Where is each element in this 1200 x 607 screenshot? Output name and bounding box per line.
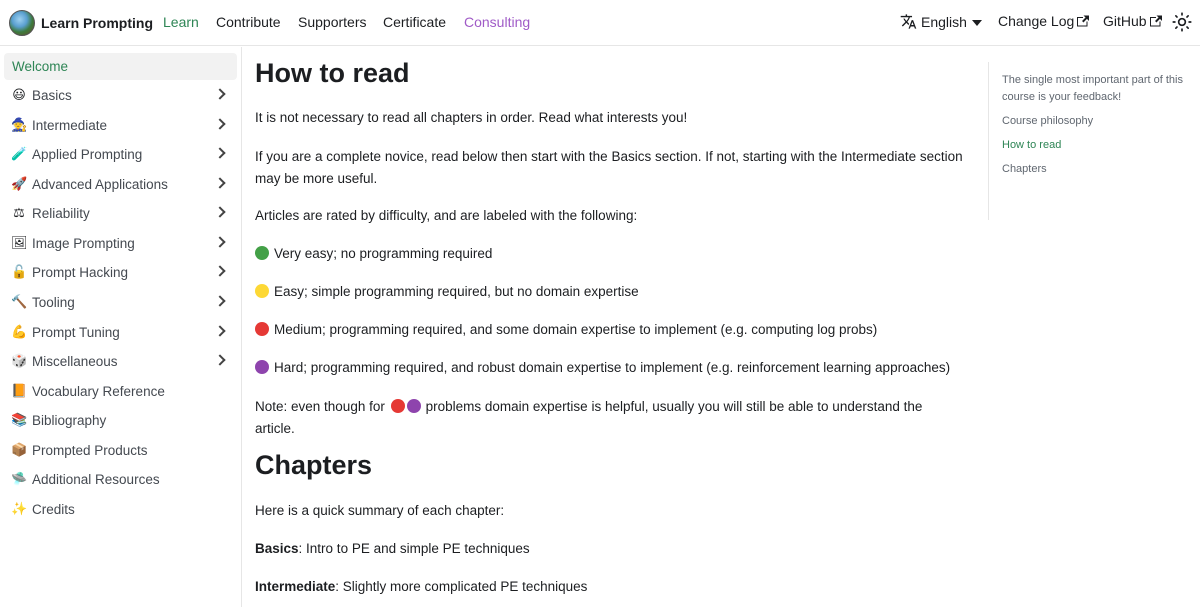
scales-icon: ⚖ — [13, 206, 25, 221]
rocket-icon: 🚀 — [11, 177, 28, 192]
chevron-right-icon[interactable] — [214, 236, 225, 247]
dice-icon: 🎲 — [11, 354, 28, 369]
chevron-right-icon[interactable] — [214, 295, 225, 306]
table-of-contents — [988, 62, 1188, 220]
purple-circle-icon — [255, 360, 269, 374]
book-icon: 📙 — [11, 384, 28, 399]
sidebar-item-vocabulary-reference[interactable] — [4, 378, 237, 405]
yellow-circle-icon — [255, 284, 269, 298]
chapter-desc: : Intro to PE and simple PE techniques — [298, 541, 530, 556]
red-circle-icon — [255, 322, 269, 336]
hammer-icon: 🔨 — [11, 295, 28, 310]
unlock-icon: 🔓 — [11, 265, 28, 280]
sidebar-item-reliability[interactable] — [4, 200, 237, 227]
flexed-biceps-icon: 💪 — [11, 325, 28, 340]
external-link-icon — [1077, 15, 1089, 27]
red-circle-icon — [391, 399, 405, 413]
level-text: Medium; programming required, and some domain expertise to implement (e.g. computing log probs) — [274, 322, 878, 337]
chevron-right-icon[interactable] — [214, 118, 225, 129]
sidebar-item-applied-prompting[interactable] — [4, 141, 237, 168]
brand-link[interactable] — [9, 10, 153, 36]
sidebar-item-basics[interactable] — [4, 82, 237, 109]
nav-certificate[interactable]: Certificate — [383, 14, 447, 30]
sidebar-item-label: Prompted Products — [32, 443, 148, 458]
toc-item-how-to-read[interactable]: How to read — [1002, 139, 1062, 151]
chevron-right-icon[interactable] — [214, 206, 225, 217]
level-text: Easy; simple programming required, but no domain expertise — [274, 284, 639, 299]
chapter-name: Intermediate — [255, 579, 336, 594]
flying-saucer-icon: 🛸 — [11, 472, 28, 487]
sidebar-item-label: Welcome — [12, 59, 69, 74]
chevron-right-icon[interactable] — [214, 265, 225, 276]
sidebar-item-label: Basics — [32, 88, 72, 103]
toc-item-course-philosophy[interactable]: Course philosophy — [1002, 115, 1094, 127]
chevron-right-icon[interactable] — [214, 325, 225, 336]
paragraph-note — [255, 396, 965, 440]
sidebar-item-credits[interactable] — [4, 496, 237, 523]
page-title: How to read — [255, 58, 410, 88]
sidebar-item-image-prompting[interactable] — [4, 230, 237, 257]
sidebar-item-label: Tooling — [32, 295, 75, 310]
sidebar-item-label: Vocabulary Reference — [32, 384, 165, 399]
chevron-right-icon[interactable] — [214, 354, 225, 365]
sidebar-item-label: Credits — [32, 502, 75, 517]
nav-contribute[interactable]: Contribute — [216, 14, 281, 30]
test-tube-icon: 🧪 — [11, 147, 28, 162]
level-very-easy — [255, 243, 965, 265]
external-link-icon — [1150, 15, 1162, 27]
level-easy — [255, 281, 965, 303]
sidebar-item-label: Additional Resources — [32, 472, 160, 487]
chevron-right-icon[interactable] — [214, 177, 225, 188]
caret-down-icon — [972, 20, 982, 26]
changelog-link[interactable] — [998, 13, 1089, 29]
language-dropdown[interactable] — [900, 13, 982, 30]
package-icon: 📦 — [11, 443, 28, 458]
sidebar-item-label: Bibliography — [32, 413, 107, 428]
paragraph-chapters-intro: Here is a quick summary of each chapter: — [255, 503, 505, 518]
chapter-name: Basics — [255, 541, 299, 556]
chapter-intermediate — [255, 576, 965, 598]
purple-circle-icon — [407, 399, 421, 413]
github-link[interactable] — [1103, 13, 1162, 29]
level-text: Hard; programming required, and robust domain expertise to implement (e.g. reinforcement learning approaches) — [274, 360, 951, 375]
sidebar-item-miscellaneous[interactable] — [4, 348, 237, 375]
top-navbar — [0, 0, 1200, 46]
sidebar-item-intermediate[interactable] — [4, 112, 237, 139]
sidebar-item-prompted-products[interactable] — [4, 437, 237, 464]
changelog-label: Change Log — [998, 13, 1075, 29]
note-text: Note: even though for — [255, 399, 385, 414]
theme-toggle-icon[interactable] — [1172, 12, 1192, 32]
sidebar-item-label: Applied Prompting — [32, 147, 143, 162]
sidebar-item-label: Reliability — [32, 206, 90, 221]
sidebar-item-label: Prompt Tuning — [32, 325, 120, 340]
wizard-icon: 🧙 — [11, 118, 28, 133]
sidebar-item-bibliography[interactable] — [4, 407, 237, 434]
paragraph-difficulty: Articles are rated by difficulty, and are labeled with the following: — [255, 208, 638, 223]
sidebar-item-label: Prompt Hacking — [32, 265, 129, 280]
chapter-desc: : Slightly more complicated PE techniques — [335, 579, 588, 594]
paragraph-novice: If you are a complete novice, read below then start with the Basics section. If not, starting with the Intermediate section may be more useful. — [255, 149, 963, 186]
chapters-heading: Chapters — [255, 450, 373, 480]
chapter-basics — [255, 538, 965, 560]
sidebar-item-additional-resources[interactable] — [4, 466, 237, 493]
paragraph-intro: It is not necessary to read all chapters in order. Read what interests you! — [255, 110, 688, 125]
level-hard — [255, 357, 965, 379]
toc-item-chapters[interactable]: Chapters — [1002, 163, 1047, 175]
nav-learn[interactable]: Learn — [163, 14, 199, 30]
chevron-right-icon[interactable] — [214, 88, 225, 99]
github-label: GitHub — [1103, 13, 1147, 29]
sparkles-icon: ✨ — [11, 502, 28, 517]
framed-picture-icon: 🖼 — [11, 236, 28, 251]
sidebar-item-prompt-hacking[interactable] — [4, 259, 237, 286]
logo-icon — [9, 10, 35, 36]
translate-icon — [900, 13, 917, 30]
green-circle-icon — [255, 246, 269, 260]
chevron-right-icon[interactable] — [214, 147, 225, 158]
books-icon: 📚 — [11, 413, 28, 428]
sidebar-item-label: Miscellaneous — [32, 354, 118, 369]
level-medium — [255, 319, 965, 341]
sidebar-item-advanced-applications[interactable] — [4, 171, 237, 198]
language-label: English — [921, 13, 967, 30]
sidebar-item-welcome[interactable] — [4, 53, 237, 80]
sidebar-item-prompt-tuning[interactable] — [4, 319, 237, 346]
nav-consulting[interactable]: Consulting — [464, 14, 531, 30]
sidebar-item-tooling[interactable] — [4, 289, 237, 316]
nav-supporters[interactable]: Supporters — [298, 14, 367, 30]
sidebar-item-label: Advanced Applications — [32, 177, 168, 192]
sidebar-item-label: Image Prompting — [32, 236, 135, 251]
toc-item-feedback[interactable]: The single most important part of this course is your feedback! — [1002, 74, 1183, 103]
sidebar-item-label: Intermediate — [32, 118, 108, 133]
brand-title: Learn Prompting — [41, 14, 154, 31]
sidebar — [0, 47, 242, 607]
note-text: problems domain expertise is helpful, usually you will still be able to understand the article. — [255, 399, 923, 436]
level-text: Very easy; no programming required — [274, 246, 493, 261]
smiley-icon: 😃 — [12, 88, 26, 103]
